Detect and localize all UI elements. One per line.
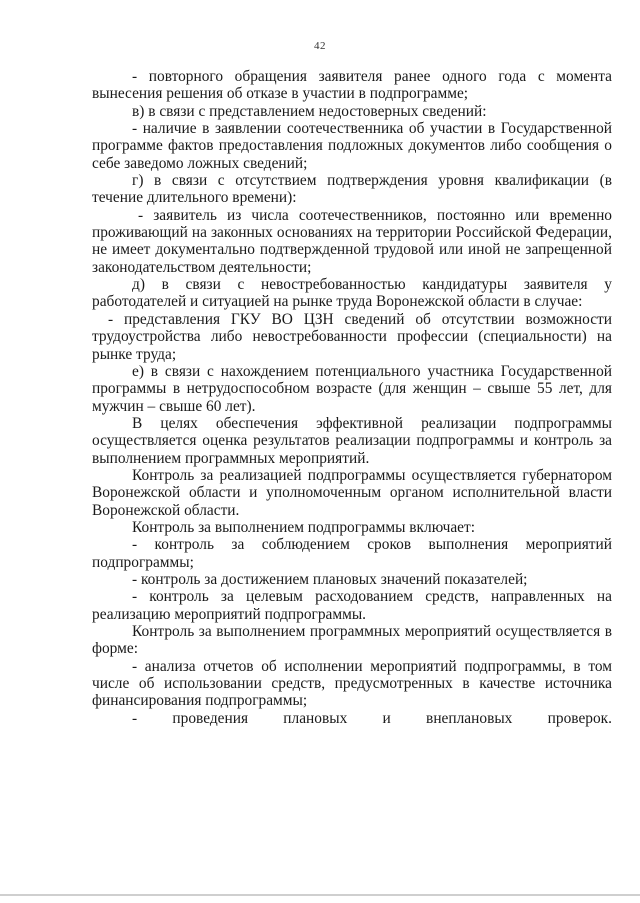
paragraph: е) в связи с нахождением потенциального участника Государственной программы в нетрудоспособном возрасте (для женщин – свыше 55 лет, для мужчин – свыше 60 лет). (92, 362, 612, 415)
page-bottom-edge (0, 894, 640, 896)
paragraph: Контроль за выполнением программных мероприятий осуществляется в форме: (92, 623, 612, 658)
paragraph: В целях обеспечения эффективной реализации подпрограммы осуществляется оценка результатов реализации подпрограммы и контроль за выполнением программных мероприятий. (92, 414, 612, 467)
paragraph: - контроль за целевым расходованием средств, направленных на реализацию мероприятий подпрограммы. (92, 588, 612, 623)
paragraph: - заявитель из числа соотечественников, постоянно или временно проживающий на законных основаниях на территории Российской Федерации, не имеет документально подтвержденной трудовой или иной не запрещенной законодательством деятельности; (92, 206, 612, 276)
paragraph: Контроль за выполнением подпрограммы включает: (132, 518, 476, 536)
paragraph: в) в связи с представлением недостоверных сведений: (132, 102, 487, 120)
paragraph: - повторного обращения заявителя ранее одного года с момента вынесения решения об отказе в участии в подпрограмме; (92, 68, 612, 103)
paragraph: г) в связи с отсутствием подтверждения уровня квалификации (в течение длительного времени): (92, 172, 612, 207)
document-body (92, 68, 612, 727)
page-number: 42 (314, 40, 326, 52)
paragraph: - проведения плановых и внеплановых проверок. (132, 709, 612, 727)
paragraph: - анализа отчетов об исполнении мероприятий подпрограммы, в том числе об использовании средств, предусмотренных в качестве источника финансирования подпрограммы; (92, 657, 612, 710)
paragraph: Контроль за реализацией подпрограммы осуществляется губернатором Воронежской области и уполномоченным органом исполнительной власти Воронежской области. (92, 466, 612, 519)
paragraph: - наличие в заявлении соотечественника об участии в Государственной программе фактов предоставления подложных документов либо сообщения о себе заведомо ложных сведений; (92, 120, 612, 172)
paragraph: д) в связи с невостребованностью кандидатуры заявителя у работодателей и ситуацией на рынке труда Воронежской области в случае: (92, 276, 612, 311)
paragraph: - контроль за достижением плановых значений показателей; (132, 570, 528, 588)
paragraph: - представления ГКУ ВО ЦЗН сведений об отсутствии возможности трудоустройства либо невостребованности профессии (специальности) на рынке труда; (92, 310, 612, 363)
paragraph: - контроль за соблюдением сроков выполнения мероприятий подпрограммы; (92, 536, 612, 571)
